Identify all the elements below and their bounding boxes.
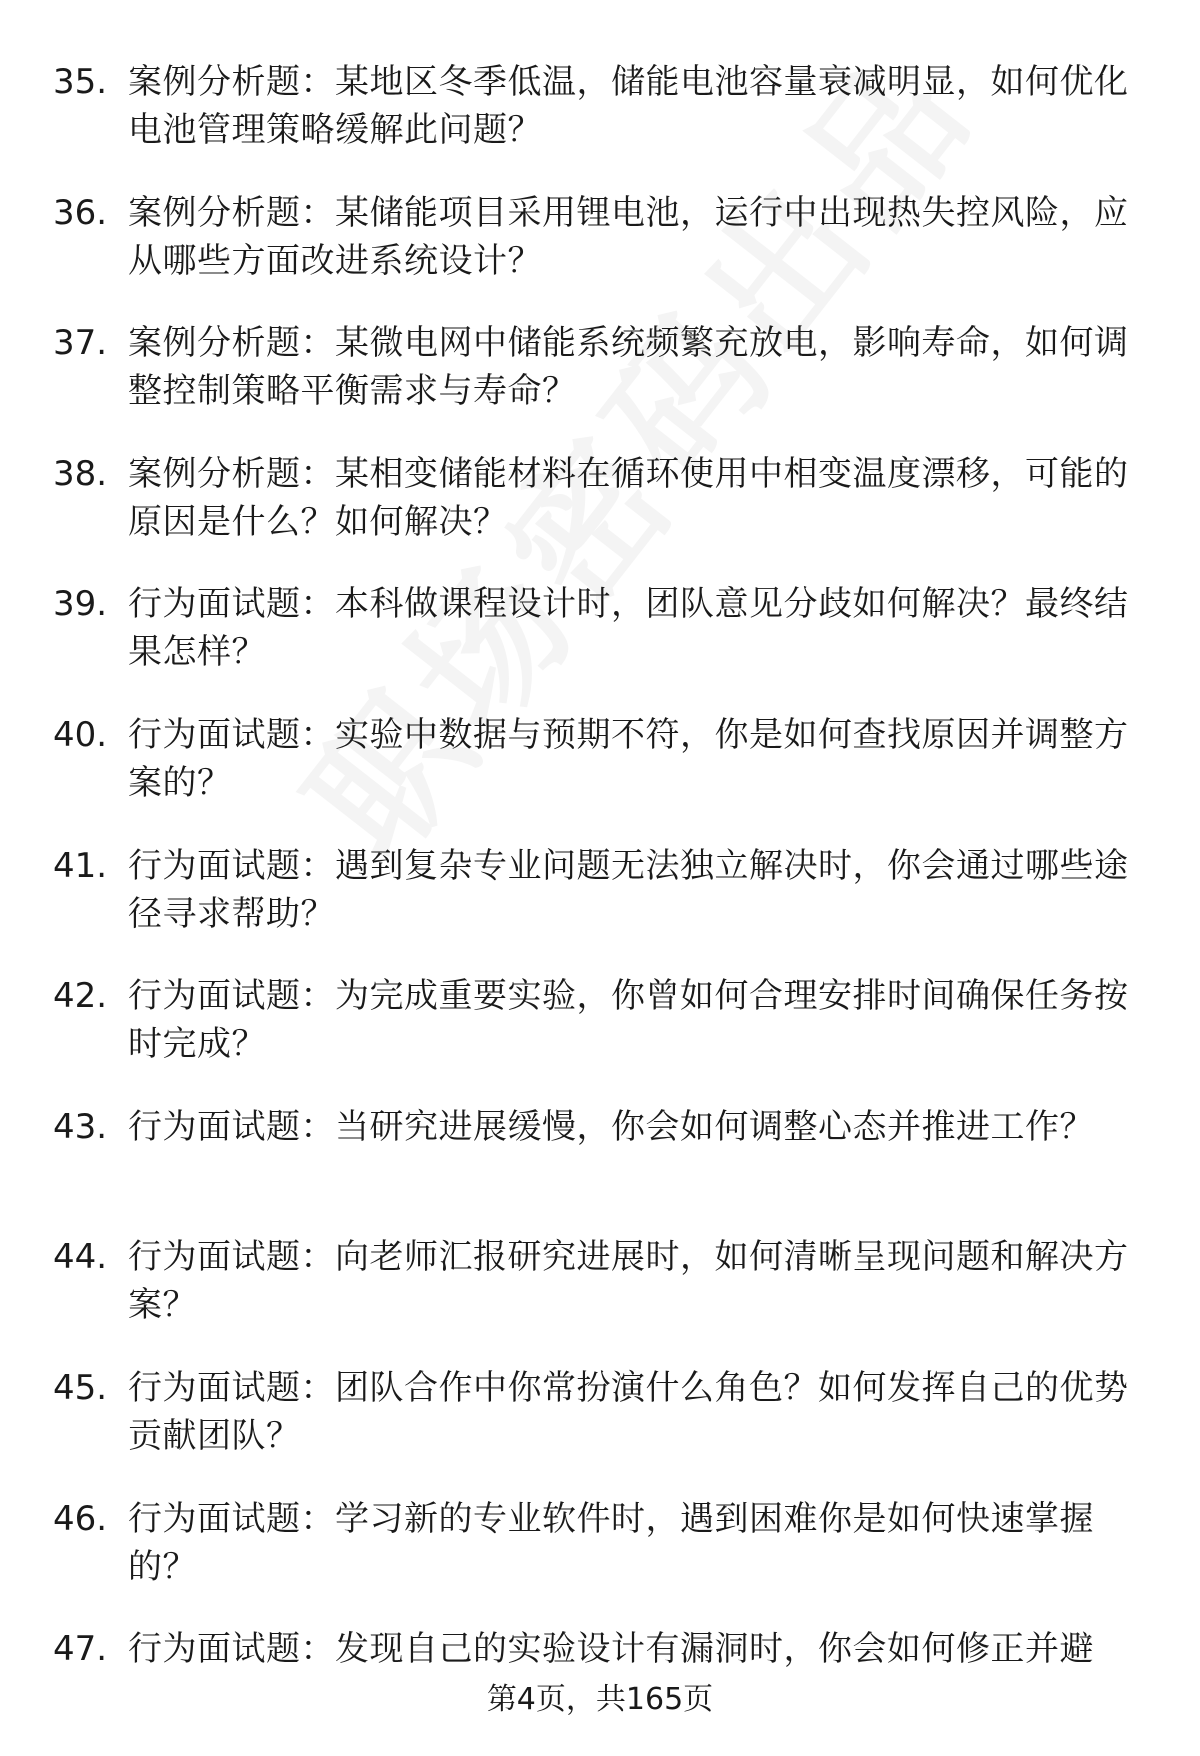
question-text: 团队合作中你常扮演什么角色？如何发挥自己的优势贡献团队？ <box>128 1367 1129 1456</box>
question-type: 行为面试题： <box>128 976 335 1017</box>
question-type: 行为面试题： <box>128 845 335 886</box>
question-body <box>128 580 1138 711</box>
question-text: 实验中数据与预期不符，你是如何查找原因并调整方案的？ <box>128 714 1129 803</box>
question-body <box>128 1495 1138 1626</box>
question-text: 遇到复杂专业问题无法独立解决时，你会通过哪些途径寻求帮助？ <box>128 845 1129 934</box>
question-number: 41. <box>53 845 108 886</box>
question-body <box>128 1364 1138 1495</box>
question-type: 行为面试题： <box>128 1237 335 1278</box>
question-number: 45. <box>53 1367 108 1408</box>
question-text: 某地区冬季低温，储能电池容量衰减明显，如何优化电池管理策略缓解此问题？ <box>128 62 1129 150</box>
question-number: 40. <box>53 714 108 755</box>
question-item <box>0 58 1200 189</box>
question-item <box>0 1233 1200 1364</box>
question-text: 某储能项目采用锂电池，运行中出现热失控风险，应从哪些方面改进系统设计？ <box>128 192 1129 281</box>
question-type: 行为面试题： <box>128 1498 335 1539</box>
page-footer: 第4页，共165页 <box>486 1682 714 1717</box>
question-body <box>128 450 1138 581</box>
question-type: 行为面试题： <box>128 1629 335 1670</box>
question-type: 案例分析题： <box>128 453 335 494</box>
question-body <box>128 972 1138 1103</box>
question-text: 发现自己的实验设计有漏洞时，你会如何修正并避 <box>335 1629 1094 1670</box>
question-type: 行为面试题： <box>128 584 335 625</box>
question-text: 为完成重要实验，你曾如何合理安排时间确保任务按时完成？ <box>128 976 1129 1065</box>
question-type: 案例分析题： <box>128 323 335 364</box>
question-type: 案例分析题： <box>128 62 335 102</box>
question-number: 37. <box>53 323 108 364</box>
question-item <box>0 189 1200 320</box>
question-text: 某相变储能材料在循环使用中相变温度漂移，可能的原因是什么？如何解决？ <box>128 453 1129 542</box>
question-type: 案例分析题： <box>128 192 335 233</box>
question-text: 学习新的专业软件时，遇到困难你是如何快速掌握的？ <box>128 1498 1094 1587</box>
question-type: 行为面试题： <box>128 714 335 755</box>
question-number: 35. <box>53 62 108 102</box>
question-body <box>128 189 1138 320</box>
question-number: 36. <box>53 192 108 233</box>
question-number: 47. <box>53 1629 108 1670</box>
question-body <box>128 1103 1138 1234</box>
question-text: 当研究进展缓慢，你会如何调整心态并推进工作？ <box>335 1106 1094 1147</box>
question-item <box>0 1495 1200 1626</box>
question-body <box>128 58 1138 189</box>
question-item <box>0 972 1200 1103</box>
question-number: 38. <box>53 453 108 494</box>
question-type: 行为面试题： <box>128 1106 335 1147</box>
question-number: 39. <box>53 584 108 625</box>
question-type: 行为面试题： <box>128 1367 335 1408</box>
question-body <box>128 711 1138 842</box>
question-text: 某微电网中储能系统频繁充放电，影响寿命，如何调整控制策略平衡需求与寿命？ <box>128 323 1129 412</box>
question-item <box>0 580 1200 711</box>
question-number: 46. <box>53 1498 108 1539</box>
question-number: 42. <box>53 976 108 1017</box>
question-body <box>128 319 1138 450</box>
question-number: 43. <box>53 1106 108 1147</box>
question-body <box>128 1233 1138 1364</box>
question-number: 44. <box>53 1237 108 1278</box>
question-text: 向老师汇报研究进展时，如何清晰呈现问题和解决方案？ <box>128 1237 1129 1326</box>
question-body <box>128 842 1138 973</box>
question-text: 本科做课程设计时，团队意见分歧如何解决？最终结果怎样？ <box>128 584 1129 673</box>
question-item <box>0 1103 1200 1234</box>
question-item <box>0 319 1200 450</box>
question-list <box>0 58 1200 1756</box>
question-item <box>0 711 1200 842</box>
question-item <box>0 450 1200 581</box>
question-item <box>0 842 1200 973</box>
question-item <box>0 1364 1200 1495</box>
